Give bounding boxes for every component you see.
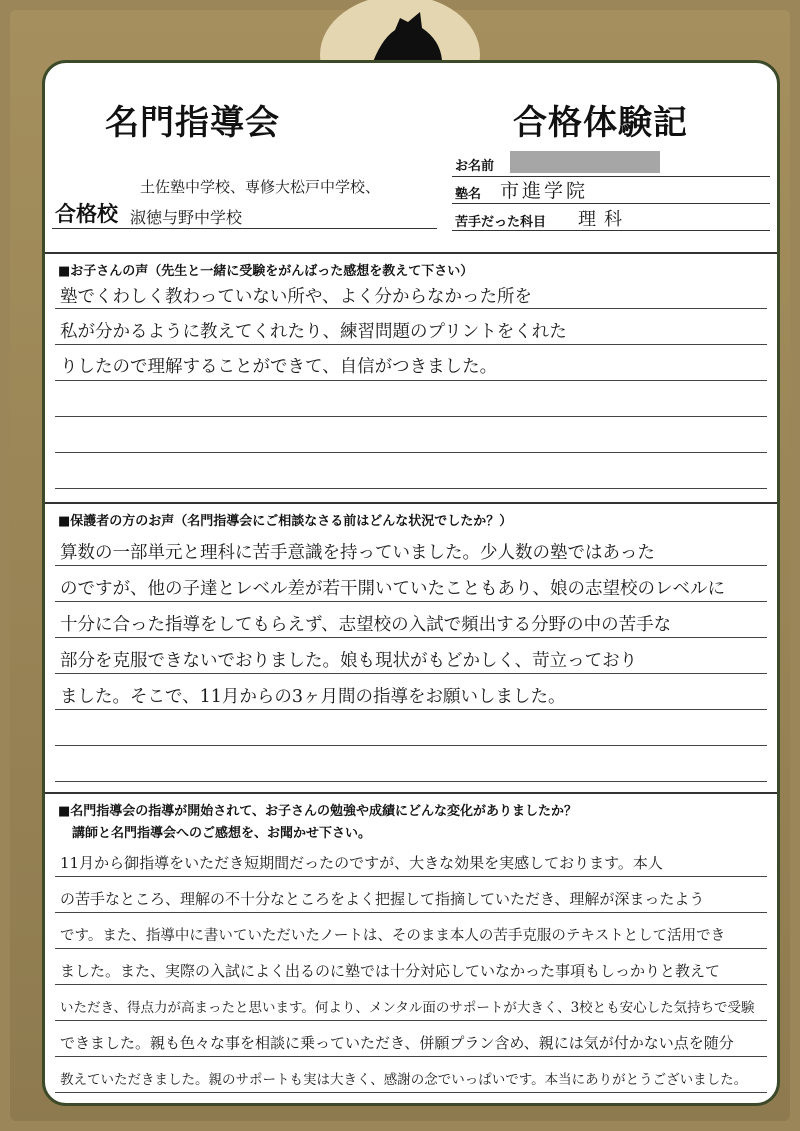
- section3-ruled-lines: [55, 876, 767, 1093]
- section2-line-4: 部分を克服できないでおりました。娘も現状がもどかしく、苛立っており: [60, 651, 638, 671]
- section3-line-4: ました。また、実際の入試によく出るのに塾では十分対応していなかった事項もしっかりと教えて: [60, 962, 721, 980]
- passed-rule: [52, 228, 437, 229]
- section2-title: ■保護者の方のお声（名門指導会にご相談なさる前はどんな状況でしたか？）: [58, 514, 513, 529]
- section3-title-line1: ■名門指導会の指導が開始されて、お子さんの勉強や成績にどんな変化がありましたか？: [58, 804, 578, 819]
- school-rule: [452, 203, 770, 204]
- passed-schools-label: 合格校: [55, 202, 118, 226]
- name-redaction: [510, 151, 660, 173]
- weak-subject-value: 理科: [578, 209, 630, 230]
- passed-schools-line2: 淑徳与野中学校: [130, 208, 243, 227]
- school-value: 市進学院: [500, 180, 589, 202]
- section2-line-1: 算数の一部単元と理科に苦手意識を持っていました。少人数の塾ではあった: [60, 543, 655, 563]
- section3-divider: [45, 792, 777, 794]
- left-title: 名門指導会: [105, 103, 280, 143]
- section1-line-1: 塾でくわしく教わっていない所や、よく分からなかった所を: [60, 287, 532, 307]
- section2-line-3: 十分に合った指導をしてもらえず、志望校の入試で頻出する分野の中の苦手な: [60, 615, 672, 635]
- section3-line-1: 11月から御指導をいただき短期間だったのですが、大きな効果を実感しております。本人: [60, 854, 663, 872]
- passed-schools-line1: 土佐塾中学校、専修大松戸中学校、: [140, 178, 381, 196]
- section2-line-5: ました。そこで、11月からの3ヶ月間の指導をお願いしました。: [60, 687, 566, 707]
- weak-subject-rule: [452, 230, 770, 231]
- name-label: お名前: [455, 159, 495, 174]
- section3-title-line2: 講師と名門指導会へのご感想を、お聞かせ下さい。: [72, 826, 372, 841]
- section2-ruled-lines: [55, 565, 767, 782]
- section1-line-3: りしたので理解することができて、自信がつきました。: [60, 357, 498, 377]
- section3-line-7: 教えていただきました。親のサポートも実は大きく、感謝の念でいっぱいです。本当にありがとうございました。: [60, 1072, 748, 1088]
- school-label: 塾名: [455, 187, 482, 202]
- section2-line-2: のですが、他の子達とレベル差が若干開いていたこともあり、娘の志望校のレベルに: [60, 579, 725, 599]
- section1-divider: [45, 252, 777, 254]
- right-title: 合格体験記: [513, 103, 688, 143]
- weak-subject-label: 苦手だった科目: [455, 215, 547, 230]
- section3-line-5: いただき、得点力が高まったと思います。何より、メンタル面のサポートが大きく、3校とも安心した気持ちで受験: [60, 1000, 755, 1016]
- section3-line-2: の苦手なところ、理解の不十分なところをよく把握して指摘していただき、理解が深まったよう: [60, 890, 705, 908]
- section2-divider: [45, 502, 777, 504]
- section1-line-2: 私が分かるように教えてくれたり、練習問題のプリントをくれた: [60, 322, 567, 342]
- section3-line-6: できました。親も色々な事を相談に乗っていただき、併願プラン含め、親には気が付かない点を随分: [60, 1034, 734, 1052]
- section1-ruled-lines: [55, 308, 767, 489]
- section1-title: ■お子さんの声（先生と一緒に受験をがんばった感想を教えて下さい）: [58, 264, 474, 279]
- section3-line-3: です。また、指導中に書いていただいたノートは、そのまま本人の苦手克服のテキストとして活用でき: [60, 928, 726, 944]
